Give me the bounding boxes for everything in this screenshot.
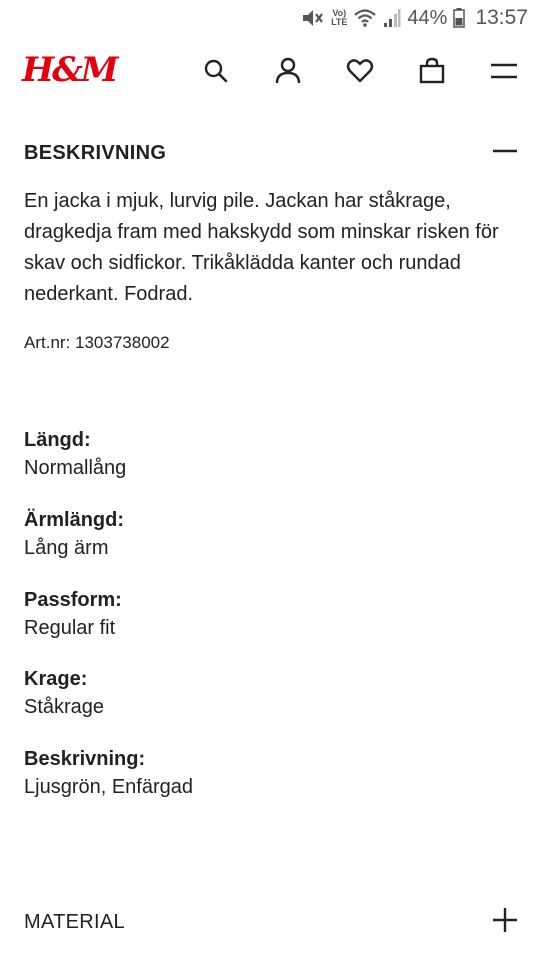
description-section-header[interactable] — [24, 138, 518, 169]
attribute-value: Lång ärm — [24, 537, 109, 559]
attribute-value: Normallång — [24, 457, 127, 479]
attribute-label: Ärmlängd: — [24, 509, 124, 531]
attribute-value: Ljusgrön, Enfärgad — [24, 776, 194, 798]
product-description: En jacka i mjuk, lurvig pile. Jackan har ståkrage, dragkedja fram med hakskydd som minskar risken för skav och sidfickor. Trikåklädda kanter och rundad nederkant. Fodrad. — [24, 190, 499, 305]
signal-icon — [383, 8, 401, 28]
article-number: Art.nr: 1303738002 — [24, 333, 170, 352]
attribute-value: Regular fit — [24, 617, 116, 639]
clock: 13:57 — [475, 6, 528, 29]
minus-icon[interactable] — [492, 138, 518, 169]
header — [0, 40, 540, 104]
wifi-icon — [353, 8, 377, 28]
bag-icon[interactable] — [417, 56, 447, 86]
menu-icon[interactable] — [489, 56, 519, 86]
heart-icon[interactable] — [345, 56, 375, 86]
search-icon[interactable] — [201, 56, 231, 86]
attribute-label: Krage: — [24, 668, 88, 690]
volte-icon: Vo) LTE — [331, 8, 348, 27]
attribute-fit — [24, 586, 504, 642]
attribute-length — [24, 426, 504, 482]
attribute-value: Ståkrage — [24, 696, 105, 718]
account-icon[interactable] — [273, 56, 303, 86]
attribute-label: Längd: — [24, 429, 91, 451]
attribute-label: Beskrivning: — [24, 748, 146, 770]
battery-percentage: 44% — [407, 6, 448, 29]
battery-icon — [453, 8, 465, 28]
hm-logo[interactable]: H&M — [22, 50, 117, 90]
material-section-header[interactable] — [24, 907, 518, 938]
status-bar — [0, 0, 540, 36]
attribute-collar — [24, 665, 504, 721]
mute-icon — [301, 7, 325, 29]
plus-icon[interactable] — [492, 907, 518, 938]
section-title-description: BESKRIVNING — [24, 142, 167, 164]
attribute-description — [24, 745, 504, 801]
attribute-label: Passform: — [24, 589, 122, 611]
attribute-sleeve-length — [24, 506, 504, 562]
section-title-material: MATERIAL — [24, 911, 125, 933]
